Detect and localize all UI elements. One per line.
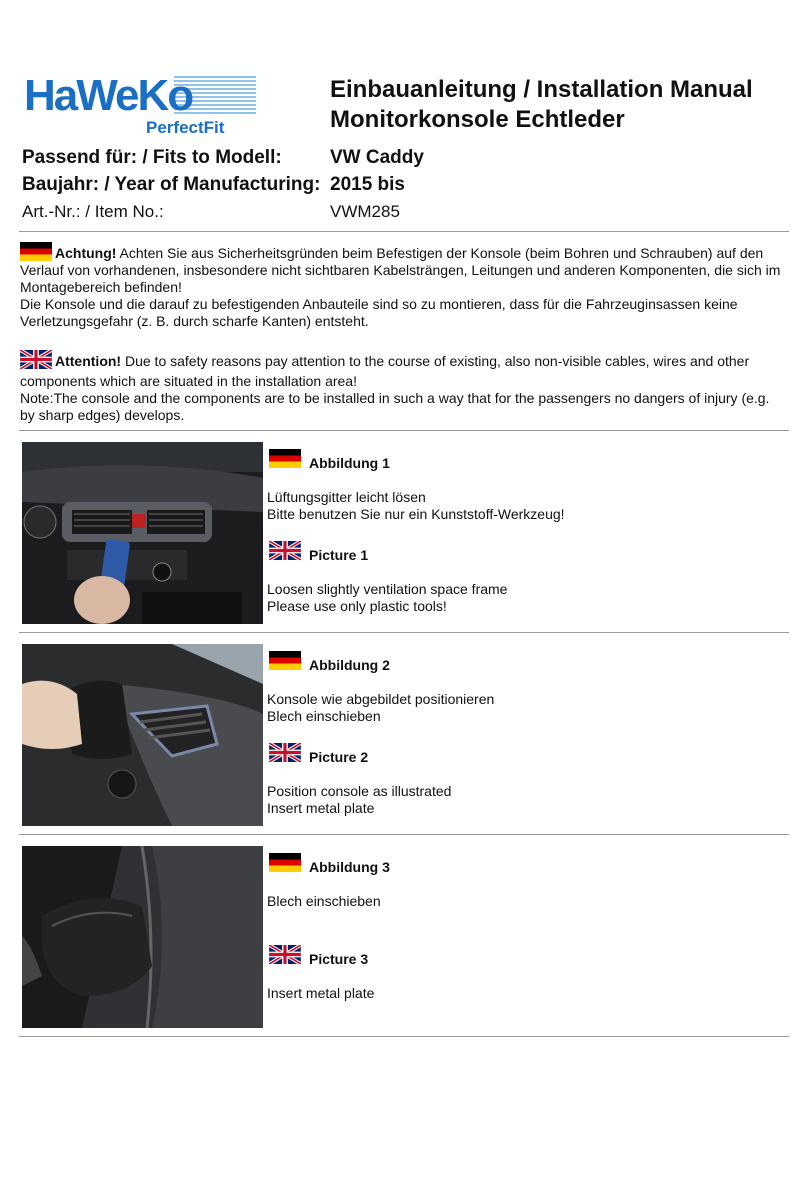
uk-flag-icon — [269, 945, 301, 969]
uk-flag-icon — [269, 743, 301, 767]
logo-tagline: PerfectFit — [146, 118, 225, 137]
warning-de — [20, 242, 788, 330]
warning-en-lead: Attention! — [55, 353, 122, 369]
item-label: Art.-Nr.: / Item No.: — [22, 202, 164, 221]
uk-flag-icon — [269, 541, 301, 565]
item-value: VWM285 — [330, 202, 400, 221]
step3-en-heading: Picture 3 — [309, 951, 369, 967]
divider — [19, 632, 789, 633]
haweko-logo — [24, 71, 239, 138]
step1-en-heading: Picture 1 — [309, 547, 369, 563]
divider — [19, 834, 789, 835]
page-title: Einbauanleitung / Installation Manual — [330, 76, 753, 103]
german-flag-icon — [269, 449, 301, 468]
model-label: Passend für: / Fits to Modell: — [22, 147, 282, 168]
divider — [19, 430, 789, 431]
page-subtitle: Monitorkonsole Echtleder — [330, 106, 625, 133]
step2-de-heading: Abbildung 2 — [309, 657, 390, 673]
warning-en-text2: Note:The console and the components are to be installed in such a way that for the passengers no dangers of injury (e.g. by sharp edges) develops. — [20, 390, 770, 423]
model-value: VW Caddy — [330, 147, 424, 168]
german-flag-icon — [269, 853, 301, 872]
step3-en-line1: Insert metal plate — [267, 985, 375, 1001]
step3-photo — [22, 846, 263, 1028]
step3-de-heading: Abbildung 3 — [309, 859, 390, 875]
step1-en-line2: Please use only plastic tools! — [267, 598, 447, 614]
warning-de-lead: Achtung! — [55, 245, 117, 261]
step2-en-heading: Picture 2 — [309, 749, 369, 765]
logo-brand: HaWeKo — [24, 71, 193, 120]
warning-de-text2: Die Konsole und die darauf zu befestigenden Anbauteile sind so zu montieren, dass für die Fahrzeuginsassen keine Verletzungsgefahr (z. B. durch scharfe Kanten) entsteht. — [20, 296, 738, 329]
step1-photo — [22, 442, 263, 624]
step1-en-line1: Loosen slightly ventilation space frame — [267, 581, 508, 597]
german-flag-icon — [20, 242, 52, 261]
step3-de-line1: Blech einschieben — [267, 893, 381, 909]
warning-de-text1: Achten Sie aus Sicherheitsgründen beim Befestigen der Konsole (beim Bohren und Schrauben) auf den Verlauf von vorhandenen, insbesondere nicht sichtbaren Kabelsträngen, Leitungen und anderen Komponenten, die sich im Montagebereich befinden! — [20, 245, 781, 295]
step2-de-line2: Blech einschieben — [267, 708, 381, 724]
uk-flag-icon — [20, 350, 52, 373]
step1-de-line1: Lüftungsgitter leicht lösen — [267, 489, 426, 505]
divider — [19, 1036, 789, 1037]
step1-de-heading: Abbildung 1 — [309, 455, 390, 471]
step1-de-line2: Bitte benutzen Sie nur ein Kunststoff-Werkzeug! — [267, 506, 565, 522]
divider — [19, 231, 789, 232]
step2-en-line1: Position console as illustrated — [267, 783, 452, 799]
step2-photo — [22, 644, 263, 826]
year-label: Baujahr: / Year of Manufacturing: — [22, 174, 321, 195]
year-value: 2015 bis — [330, 174, 405, 195]
step2-en-line2: Insert metal plate — [267, 800, 375, 816]
warning-en — [20, 350, 788, 424]
german-flag-icon — [269, 651, 301, 670]
step2-de-line1: Konsole wie abgebildet positionieren — [267, 691, 495, 707]
warning-en-text1: Due to safety reasons pay attention to the course of existing, also non-visible cables, wires and other components which are situated in the installation area! — [20, 353, 750, 389]
